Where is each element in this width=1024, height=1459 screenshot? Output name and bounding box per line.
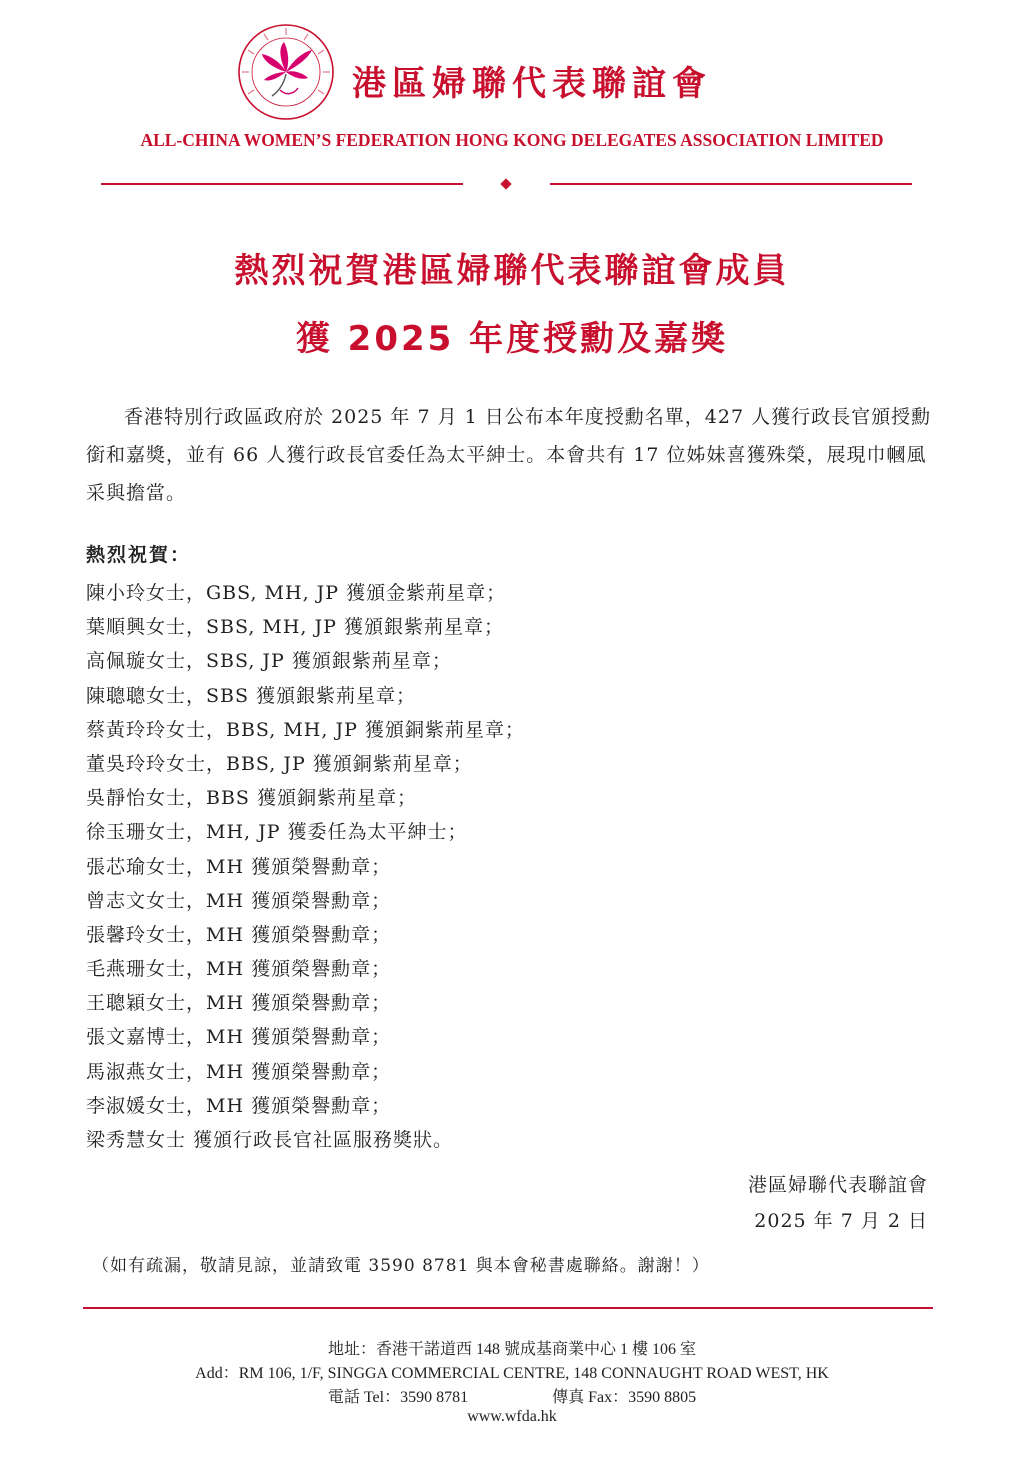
list-item: 曾志文女士，MH 獲頒榮譽勳章； xyxy=(86,889,392,912)
orchid-flower-emblem-icon xyxy=(236,22,336,122)
footer-address-en: Add：RM 106, 1/F, SINGGA COMMERCIAL CENTRE, 148 CONNAUGHT ROAD WEST, HK xyxy=(195,1365,829,1382)
honouree-list xyxy=(86,576,525,1157)
list-item: 吳靜怡女士，BBS 獲頒銅紫荊星章； xyxy=(86,787,417,810)
footer-tel: 電話 Tel：3590 8781 xyxy=(327,1389,469,1406)
list-item: 陳小玲女士，GBS, MH, JP 獲頒金紫荊星章； xyxy=(86,582,507,604)
list-item: 董吳玲玲女士，BBS, JP 獲頒銅紫荊星章； xyxy=(86,752,473,775)
congrats-heading: 熱烈祝賀： xyxy=(86,544,192,566)
list-item: 張馨玲女士，MH 獲頒榮譽勳章； xyxy=(86,923,392,946)
list-item: 馬淑燕女士，MH 獲頒榮譽勳章； xyxy=(86,1060,392,1083)
list-item: 徐玉珊女士，MH, JP 獲委任為太平紳士； xyxy=(86,821,468,844)
org-name-zh: 港區婦聯代表聯誼會 xyxy=(352,64,712,104)
list-item: 蔡黃玲玲女士，BBS, MH, JP 獲頒銅紫荊星章； xyxy=(86,718,525,741)
footer-fax: 傳真 Fax：3590 8805 xyxy=(552,1389,697,1406)
list-item: 張芯瑜女士，MH 獲頒榮譽勳章； xyxy=(86,855,392,878)
footer-divider xyxy=(83,1307,933,1309)
list-item: 高佩璇女士，SBS, JP 獲頒銀紫荊星章； xyxy=(86,650,452,673)
page-title-line-1: 熱烈祝賀港區婦聯代表聯誼會成員 xyxy=(234,251,790,291)
footer-phone-fax xyxy=(0,1384,1024,1407)
divider-diamond-icon xyxy=(500,178,511,189)
contact-note: （如有疏漏，敬請見諒，並請致電 3590 8781 與本會秘書處聯絡。謝謝！） xyxy=(92,1256,710,1276)
list-item: 毛燕珊女士，MH 獲頒榮譽勳章； xyxy=(86,958,392,981)
footer-address-zh: 地址：香港干諾道西 148 號成基商業中心 1 樓 106 室 xyxy=(327,1341,696,1358)
list-item: 梁秀慧女士 獲頒行政長官社區服務獎狀。 xyxy=(86,1129,454,1151)
header-divider-left xyxy=(101,183,463,185)
signature-org: 港區婦聯代表聯誼會 xyxy=(747,1174,928,1196)
header-divider-right xyxy=(550,183,912,185)
list-item: 李淑媛女士，MH 獲頒榮譽勳章； xyxy=(86,1094,392,1117)
page-title-line-2: 獲 2025 年度授勳及嘉獎 xyxy=(295,319,729,359)
list-item: 葉順興女士，SBS, MH, JP 獲頒銀紫荊星章； xyxy=(86,616,504,639)
signature-date: 2025 年 7 月 2 日 xyxy=(754,1210,928,1232)
footer-website[interactable]: www.wfda.hk xyxy=(467,1408,557,1425)
list-item: 陳聰聰女士，SBS 獲頒銀紫荊星章； xyxy=(86,684,417,707)
org-name-en: ALL-CHINA WOMEN’S FEDERATION HONG KONG DELEGATES ASSOCIATION LIMITED xyxy=(140,130,884,150)
list-item: 王聰穎女士，MH 獲頒榮譽勳章； xyxy=(86,992,392,1015)
intro-paragraph: 香港特別行政區政府於 2025 年 7 月 1 日公布本年度授勳名單，427 人獲行政長官頒授勳銜和嘉獎，並有 66 人獲行政長官委任為太平紳士。本會共有 17 位姊妹喜獲殊榮，展現巾幗風采與擔當。 xyxy=(86,406,932,504)
list-item: 張文嘉博士，MH 獲頒榮譽勳章； xyxy=(86,1026,392,1049)
